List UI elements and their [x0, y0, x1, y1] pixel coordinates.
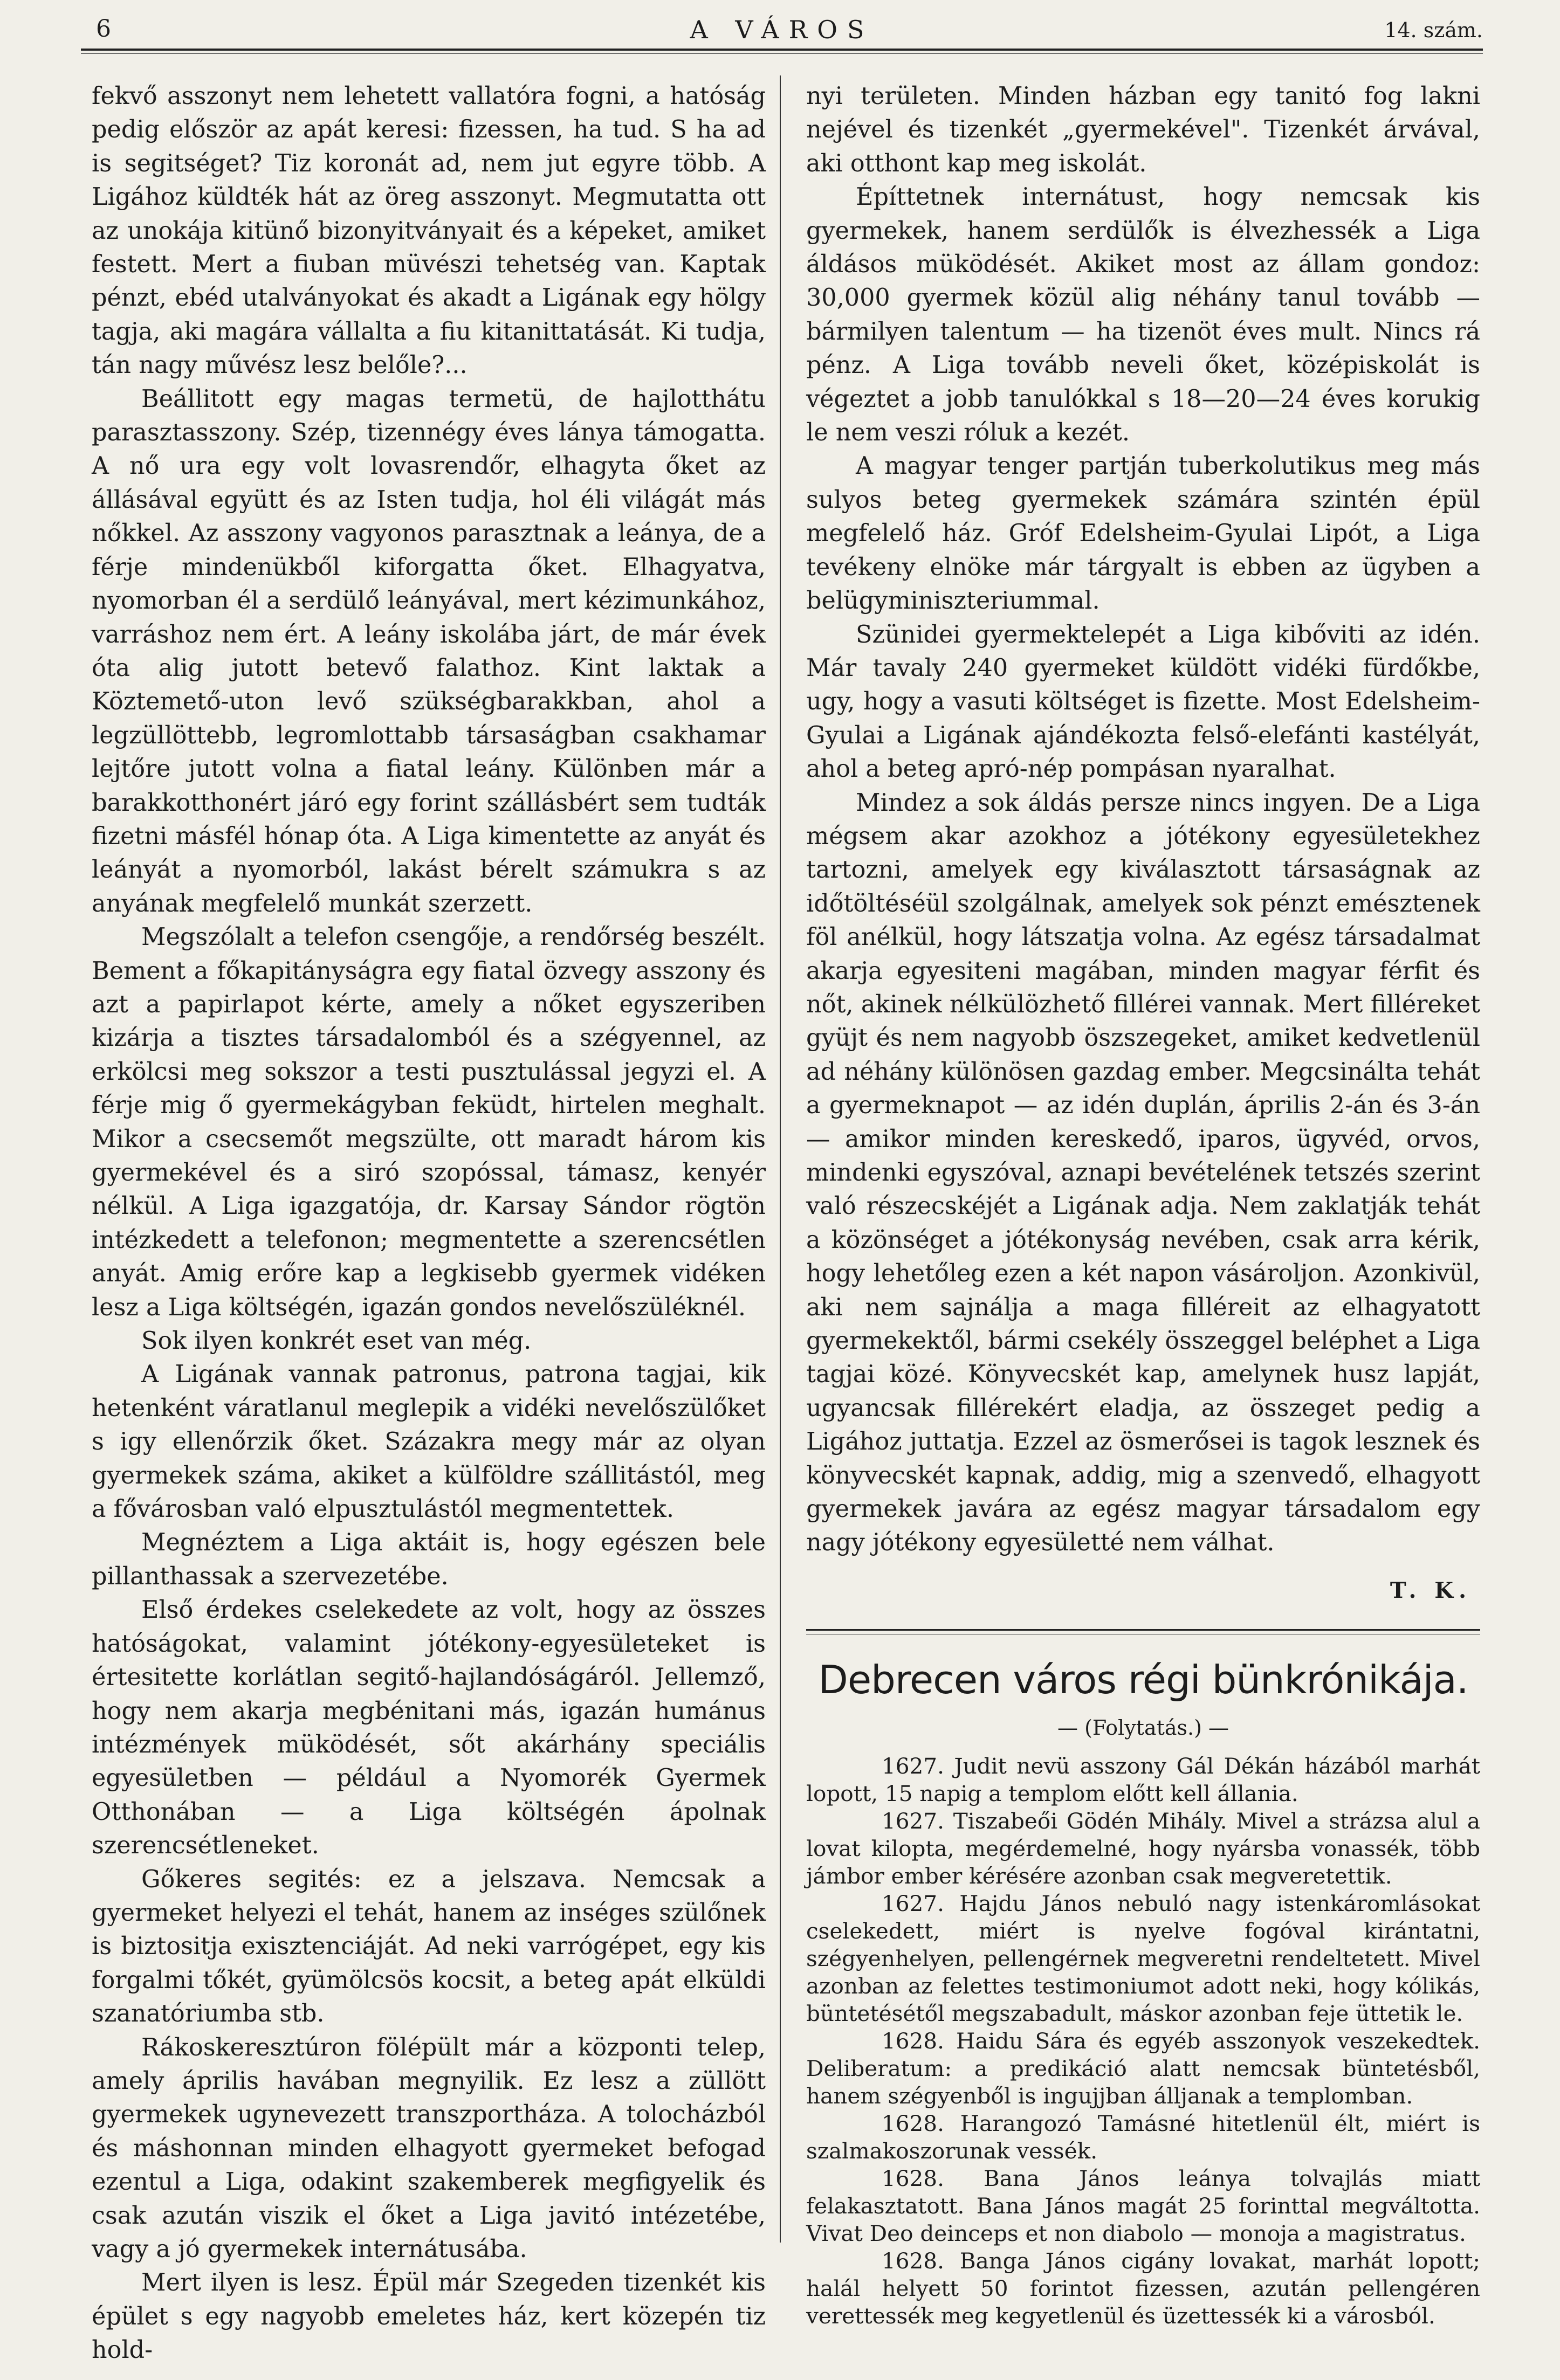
- left-column: [92, 80, 766, 2368]
- chronicle-entry: 1627. Hajdu János nebuló nagy istenkáromlásokat cselekedett, miért is nyelve fogóval kirántatni, szégyenhelyen, pellengérnek megveretni rendeltetett. Mivel azonban az felettes testimoniumot adott neki, hogy kólikás, büntetésétől megszabadult, máskor azonban feje üttetik le.: [806, 1890, 1480, 2026]
- column-divider: [780, 75, 781, 2243]
- chronicle-continued: — (Folytatás.) —: [1057, 1716, 1229, 1740]
- page-number: 6: [96, 15, 111, 43]
- paragraph: Mert ilyen is lesz. Épül már Szegeden tizenkét kis épület s egy nagyobb emeletes ház, kert közepén tiz hold-: [92, 2269, 766, 2364]
- paragraph: Rákoskeresztúron fölépült már a központi telep, amely április havában megnyilik. Ez lesz a züllött gyermekek ugynevezett transzportháza. A tolocházból és máshonnan minden elhagyott gyermeket befogad ezentul a Liga, odakint szakemberek megfigyelik és csak azután viszik el őket a Liga javitó intézetébe, vagy a jó gyermekek internátusába.: [92, 2033, 766, 2263]
- chronicle-entry: 1628. Harangozó Tamásné hitetlenül élt, miért is szalmakoszorunak vessék.: [806, 2110, 1480, 2164]
- chronicle-entry: 1628. Haidu Sára és egyéb asszonyok veszekedtek. Deliberatum: a predikáció alatt nemcsak büntetésből, hanem szégyenből is ingujjban álljanak a templomban.: [806, 2027, 1480, 2109]
- paragraph: fekvő asszonyt nem lehetett vallatóra fogni, a hatóság pedig először az apát keresi: fizessen, ha tud. S ha ad is segitséget? Tiz koronát ad, nem jut egyre több. A Ligához küldték hát az öreg asszonyt. Megmutatta ott az unokája kitünő bizonyitványait és a képeket, amiket festett. Mert a fiuban müvészi tehetség van. Kaptak pénzt, ebéd utalványokat és akadt a Ligának egy hölgy tagja, aki magára vállalta a fiu kitanittatását. Ki tudja, tán nagy művész lesz belőle?...: [92, 82, 766, 380]
- right-column: [806, 80, 1480, 2330]
- header-rule-thin: [81, 53, 1483, 54]
- chronicle-entry: 1627. Judit nevü asszony Gál Dékán házából marhát lopott, 15 napig a templom előtt kell állania.: [806, 1753, 1480, 1806]
- chronicle-title: Debrecen város régi bünkrónikája.: [818, 1657, 1468, 1703]
- author-signature: T. K.: [1390, 1577, 1472, 1603]
- paragraph: nyi területen. Minden házban egy tanitó fog lakni nejével és tizenkét „gyermekével". Tizenkét árvával, aki otthont kap meg iskolát.: [806, 82, 1480, 177]
- chronicle-entry: 1627. Tiszabeői Gödén Mihály. Mivel a strázsa alul a lovat kilopta, megérdemelné, hogy nyársba vonassék, több jámbor ember kérésére azonban csak megveretettik.: [806, 1808, 1480, 1889]
- paragraph: A Ligának vannak patronus, patrona tagjai, kik hetenként váratlanul meglepik a vidéki nevelőszülőket s igy ellenőrzik őket. Százakra megy már az olyan gyermekek száma, akiket a külföldre szállitástól, meg a fővárosban való elpusztulástól megmentettek.: [92, 1361, 766, 1523]
- paragraph: Sok ilyen konkrét eset van még.: [141, 1327, 532, 1355]
- publication-title: A VÁROS: [690, 15, 874, 44]
- section-rule: [806, 1629, 1480, 1631]
- issue-number: 14. szám.: [1384, 18, 1483, 42]
- paragraph: Megszólalt a telefon csengője, a rendőrség beszélt. Bement a főkapitányságra egy fiatal özvegy asszony és azt a papirlapot kérte, amely a nőket egyszeriben kizárja a tisztes társadalomból és a szégyennel, az erkölcsi meg sokszor a testi pusztulással jegyzi el. A férje mig ő gyermekágyban feküdt, hirtelen meghalt. Mikor a csecsemőt megszülte, ott maradt három kis gyermekével és a siró szopóssal, támasz, kenyér nélkül. A Liga igazgatója, dr. Karsay Sándor rögtön intézkedett a telefonon; megmentette a szerencsétlen anyát. Amig erőre kap a legkisebb gyermek vidéken lesz a Liga költségén, igazán gondos nevelőszüléknél.: [92, 923, 766, 1321]
- chronicle-entries: [806, 1753, 1480, 2330]
- paragraph: Szünidei gyermektelepét a Liga kibőviti az idén. Már tavaly 240 gyermeket küldött vidéki fürdőkbe, ugy, hogy a vasuti költséget is fizette. Most Edelsheim-Gyulai a Ligának ajándékozta felső-elefánti kastélyát, ahol a beteg apró-nép pompásan nyaralhat.: [806, 620, 1480, 783]
- chronicle-entry: 1628. Banga János cigány lovakat, marhát lopott; halál helyett 50 forintot fizessen, azután pellengéren verettessék meg kegyetlenül és üzettessék ki a városból.: [806, 2247, 1480, 2329]
- header-rule: [81, 49, 1483, 51]
- paragraph: Első érdekes cselekedete az volt, hogy az összes hatóságokat, valamint jótékony-egyesületeket is értesitette korlátlan segitő-hajlandóságáról. Jellemző, hogy nem akarja megbénitani más, igazán humánus intézmények müködését, sőt akárhány speciális egyesületben — például a Nyomorék Gyermek Otthonában — a Liga költségén ápolnak szerencsétleneket.: [92, 1596, 766, 1860]
- paragraph: Építtetnek internátust, hogy nemcsak kis gyermekek, hanem serdülők is élvezhessék a Liga áldásos müködését. Akiket most az állam gondoz: 30,000 gyermek közül alig néhány tanul tovább — bármilyen talentum — ha tizenöt éves mult. Nincs rá pénz. A Liga tovább neveli őket, középiskolát is végeztet a jobb tanulókkal s 18—20—24 éves korukig le nem veszi róluk a kezét.: [806, 183, 1480, 447]
- paragraph: A magyar tenger partján tuberkolutikus meg más sulyos beteg gyermekek számára szintén épül megfelelő ház. Gróf Edelsheim-Gyulai Lipót, a Liga tevékeny elnöke már tárgyalt is ebben az ügyben a belügyminiszteriummal.: [806, 452, 1480, 615]
- paragraph: Megnéztem a Liga aktáit is, hogy egészen bele pillanthassak a szervezetébe.: [92, 1529, 766, 1590]
- paragraph: Beállitott egy magas termetü, de hajlotthátu parasztasszony. Szép, tizennégy éves lánya támogatta. A nő ura egy volt lovasrendőr, elhagyta őket az állásával együtt és az Isten tudja, hol éli világát más nőkkel. Az asszony vagyonos parasztnak a leánya, de a férje mindenükből kiforgatta őket. Elhagyatva, nyomorban él a serdülő leányával, mert kézimunkához, varráshoz nem ért. A leány iskolába járt, de már évek óta alig jutott betevő falathoz. Kint laktak a Köztemető-uton levő szükségbarakkban, ahol a legzüllöttebb, legromlottabb társaságban csakhamar lejtőre jutott volna a fiatal leány. Különben már a barakkotthonért járó egy forint szállásbért sem tudták fizetni másfél hónap óta. A Liga kimentette az anyát és leányát a nyomorból, lakást bérelt számukra s az anyának megfelelő munkát szerzett.: [92, 385, 766, 917]
- paragraph: Mindez a sok áldás persze nincs ingyen. De a Liga mégsem akar azokhoz a jótékony egyesületekhez tartozni, amelyek egy kiválasztott társaságnak az időtöltéséül szolgálnak, amelyek sok pénzt emésztenek föl anélkül, hogy látszatja volna. Az egész társadalmat akarja egyesiteni magában, minden magyar férfit és nőt, akinek nélkülözhető fillérei vannak. Mert filléreket gyüjt és nem nagyobb öszszegeket, amiket kedvetlenül ad néhány különösen gazdag ember. Megcsinálta tehát a gyermeknapot — az idén duplán, április 2-án és 3-án — amikor minden kereskedő, iparos, ügyvéd, orvos, mindenki egyszóval, aznapi bevételének tetszés szerint való részecskéjét a Ligának adja. Nem zaklatják tehát a közönséget a jótékonyság nevében, csak arra kérik, hogy lehetőleg ezen a két napon vásároljon. Azonkivül, aki nem sajnálja a maga filléreit az elhagyatott gyermekektől, bármi csekély összeggel beléphet a Liga tagjai közé. Könyvecskét kap, amelynek husz lapját, ugyancsak fillérekért eladja, az összeget pedig a Ligához juttatja. Ezzel az ösmerősei is tagok lesznek és könyvecskét kapnak, addig, mig a szenvedő, elhagyott gyermekek javára az egész magyar társadalom egy nagy jótékony egyesületté nem válhat.: [806, 789, 1480, 1557]
- page-header: [81, 11, 1483, 54]
- chronicle-entry: 1628. Bana János leánya tolvajlás miatt felakasztatott. Bana János magát 25 forinttal megváltotta. Vivat Deo deinceps et non diabolo — monoja a magistratus.: [806, 2165, 1480, 2246]
- paragraph: Gőkeres segités: ez a jelszava. Nemcsak a gyermeket helyezi el tehát, hanem az inséges szülőnek is biztositja exisztenciáját. Ad neki varrógépet, egy kis forgalmi tőkét, gyümölcsös kocsit, a beteg apát elküldi szanatóriumba stb.: [92, 1865, 766, 2028]
